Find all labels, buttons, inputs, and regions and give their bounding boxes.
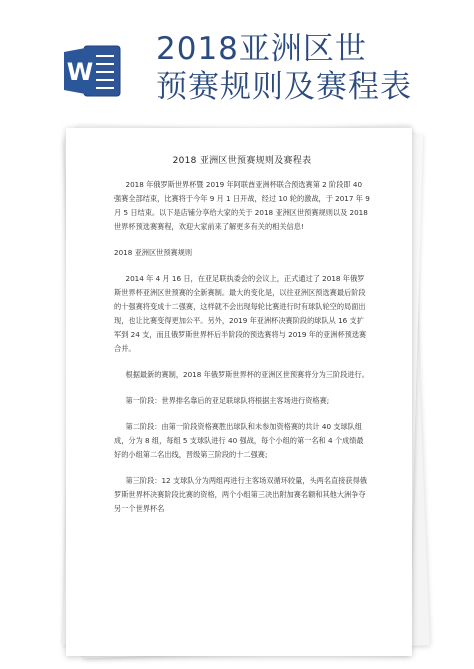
paragraph-format: 根据最新的赛制，2018 年俄罗斯世界杯的亚洲区世预赛将分为三阶段进行。 (125, 370, 369, 379)
page-title-line-2: 预赛规则及赛程表 (156, 69, 412, 105)
document-page (66, 128, 412, 656)
paragraph-rules: 2014 年 4 月 16 日，在亚足联执委会的会议上，正式通过了 2018 年俄罗斯世界杯亚洲区世预赛的全新赛制。最大的变化是，以往亚洲区预选赛最后阶段的十强赛将变成十二强赛，这样就不会出现每轮比赛进行时有球队轮空的局面出现，也让比赛变得更加公平。另外，2019 年亚洲杯决赛阶段的球队从 16 支扩军到 24 支，而且俄罗斯世界杯后半阶段的预选赛将与 2019 年的亚洲杯预选赛合并。 (114, 274, 367, 353)
page-title (156, 30, 412, 106)
paragraph-stage-2: 第二阶段：由第一阶段资格赛胜出球队和未参加资格赛的共计 40 支球队组成，分为 8 组，每组 5 支球队进行 40 强战，每个小组的第一名和 4 个成绩最好的小组第二名出线，晋级第三阶段的十二强赛; (114, 422, 364, 459)
document-body (114, 154, 370, 528)
word-logo-icon (62, 40, 124, 102)
document-heading: 2018 亚洲区世预赛规则及赛程表 (172, 156, 312, 166)
paragraph-stage-1: 第一阶段：世界排名靠后的亚足联球队将根据主客场进行资格赛; (125, 396, 330, 405)
page-title-line-1: 2018亚洲区世 (156, 31, 367, 67)
paragraph-intro: 2018 年俄罗斯世界杯暨 2019 年阿联酋亚洲杯联合预选赛第 2 阶段即 40 强赛全部结束，比赛将于今年 9 月 1 日开战，经过 10 轮的激战，于 2017 年 9 月 5 日结束。以下是店铺分享给大家的关于 2018 亚洲区世预赛规则以及 2018 世界杯预选赛赛程，欢迎大家前来了解更多有关的相关信息! (114, 180, 370, 231)
word-logo-letter: W (66, 58, 94, 86)
paragraph-stage-3: 第三阶段：12 支球队分为两组再进行主客场双循环较量，头两名直接获得俄罗斯世界杯决赛阶段比赛的资格，两个小组第三决出附加赛名额和其他大洲争夺另一个世界杯名 (114, 476, 367, 513)
paragraph-section-heading: 2018 亚洲区世预赛规则 (114, 248, 193, 257)
